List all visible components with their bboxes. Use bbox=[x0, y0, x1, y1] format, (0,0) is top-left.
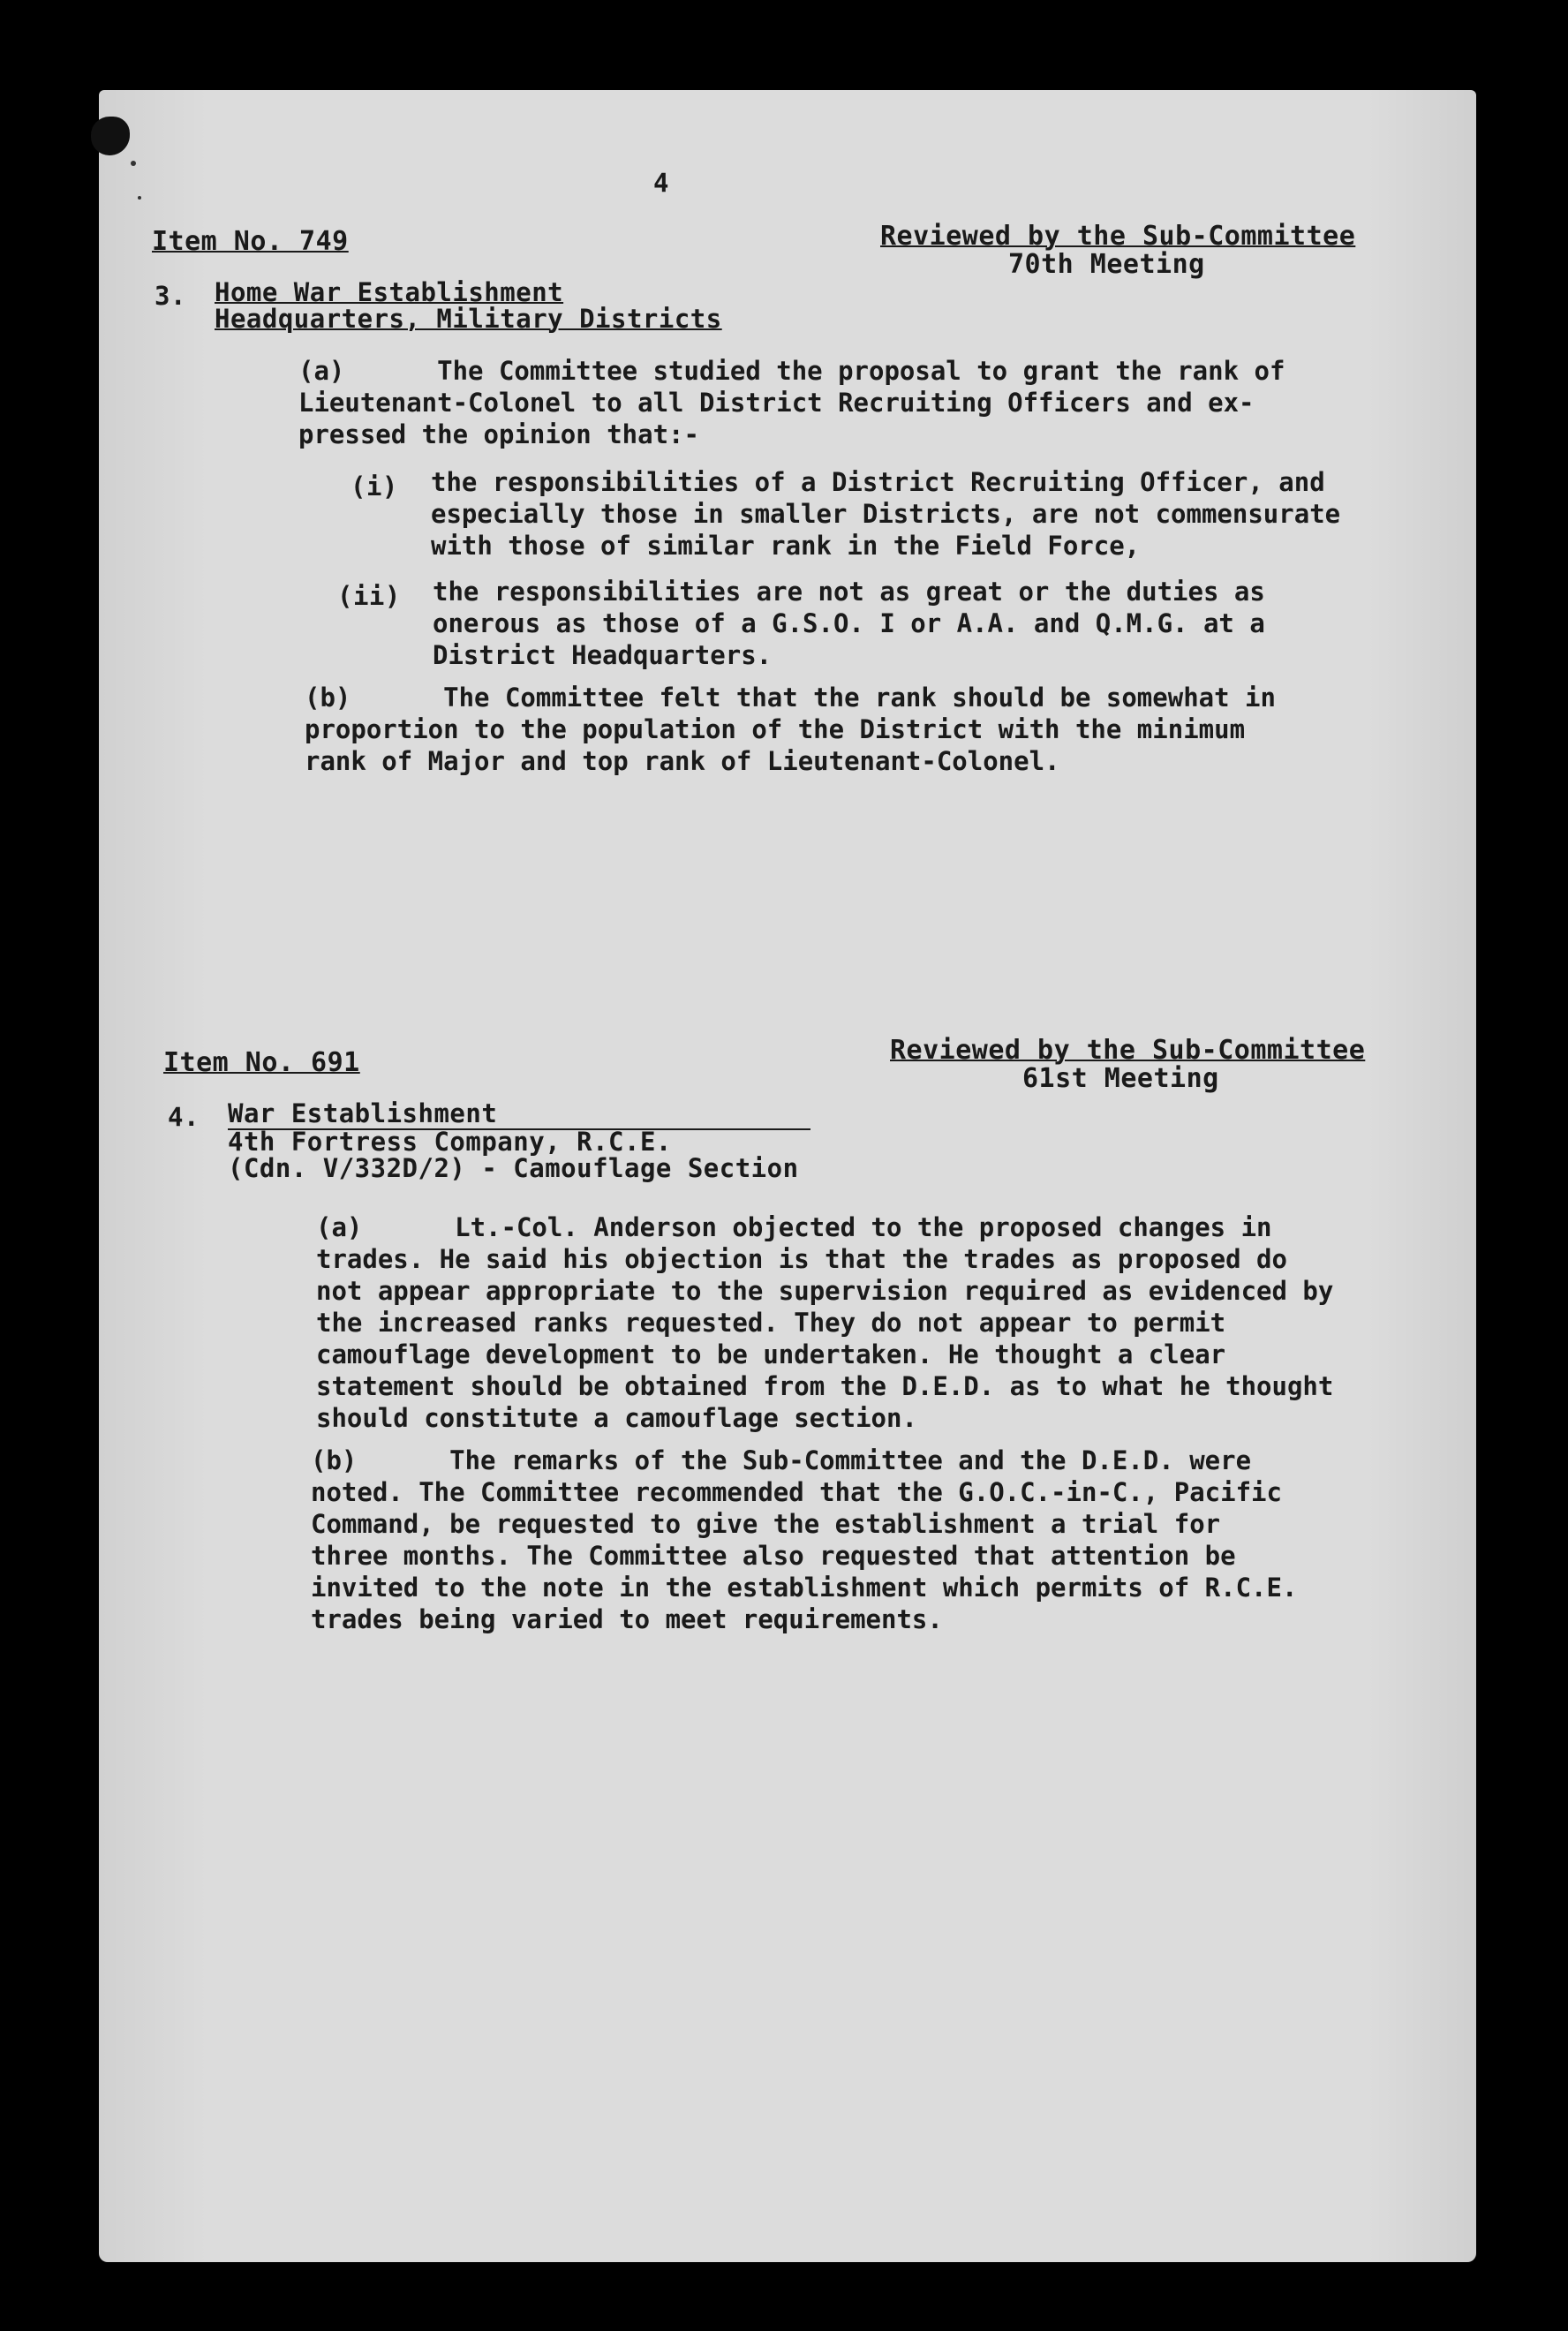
point-i-marker: (i) bbox=[351, 471, 398, 502]
section-heading-3b: Headquarters, Military Districts bbox=[215, 304, 722, 334]
speck bbox=[131, 161, 136, 166]
section-number-3: 3. bbox=[155, 281, 186, 311]
section-heading-4c: (Cdn. V/332D/2) - Camouflage Section bbox=[228, 1153, 799, 1183]
section-heading-4a: War Establishment bbox=[228, 1098, 810, 1130]
item-label-749: Item No. 749 bbox=[152, 226, 349, 257]
reviewed-label-691: Reviewed by the Sub-Committee bbox=[890, 1035, 1366, 1066]
section-number-4: 4. bbox=[168, 1102, 200, 1132]
meeting-label-691: 61st Meeting bbox=[1022, 1063, 1219, 1094]
reviewed-label-749: Reviewed by the Sub-Committee bbox=[880, 221, 1356, 252]
paragraph-749-a: (a) The Committee studied the proposal to grant the rank of Lieutenant-Colonel to all District Recruiting Officers and ex- pressed the opinion that:- bbox=[298, 356, 1285, 449]
point-i-text: the responsibilities of a District Recruiting Officer, and especially those in smaller Districts, are not commensurate with those of similar rank in the Field Force, bbox=[431, 467, 1341, 561]
point-ii-text: the responsibilities are not as great or the duties as onerous as those of a G.S.O. I or A.A. and Q.M.G. at a District Headquarters. bbox=[433, 577, 1265, 670]
meeting-label-749: 70th Meeting bbox=[1008, 249, 1205, 280]
paragraph-749-b: (b) The Committee felt that the rank should be somewhat in proportion to the population of the District with the minimum rank of Major and top rank of Lieutenant-Colonel. bbox=[305, 683, 1276, 776]
item-label-691: Item No. 691 bbox=[163, 1047, 360, 1078]
page-number: 4 bbox=[653, 168, 669, 198]
section-heading-4b: 4th Fortress Company, R.C.E. bbox=[228, 1127, 672, 1157]
point-ii-marker: (ii) bbox=[337, 581, 401, 611]
speck bbox=[138, 196, 141, 200]
paragraph-691-b: (b) The remarks of the Sub-Committee and the D.E.D. were noted. The Committee recommended that the G.O.C.-in-C., Pacific Command, be requested to give the establishment a trial for three months. The Committee also requested that attention be invited to the note in the establishment which permits of R.C.E. trades being varied to meet requirements. bbox=[311, 1445, 1298, 1634]
paragraph-691-a: (a) Lt.-Col. Anderson objected to the proposed changes in trades. He said his objection is that the trades as proposed do not appear appropriate to the supervision required as evidenced by the increased ranks requested. They do not appear to permit camouflage development to be undertaken. He thought a clear statement should be obtained from the D.E.D. as to what he thought should constitute a camouflage section. bbox=[316, 1212, 1334, 1433]
section-heading-3a: Home War Establishment bbox=[215, 277, 564, 307]
